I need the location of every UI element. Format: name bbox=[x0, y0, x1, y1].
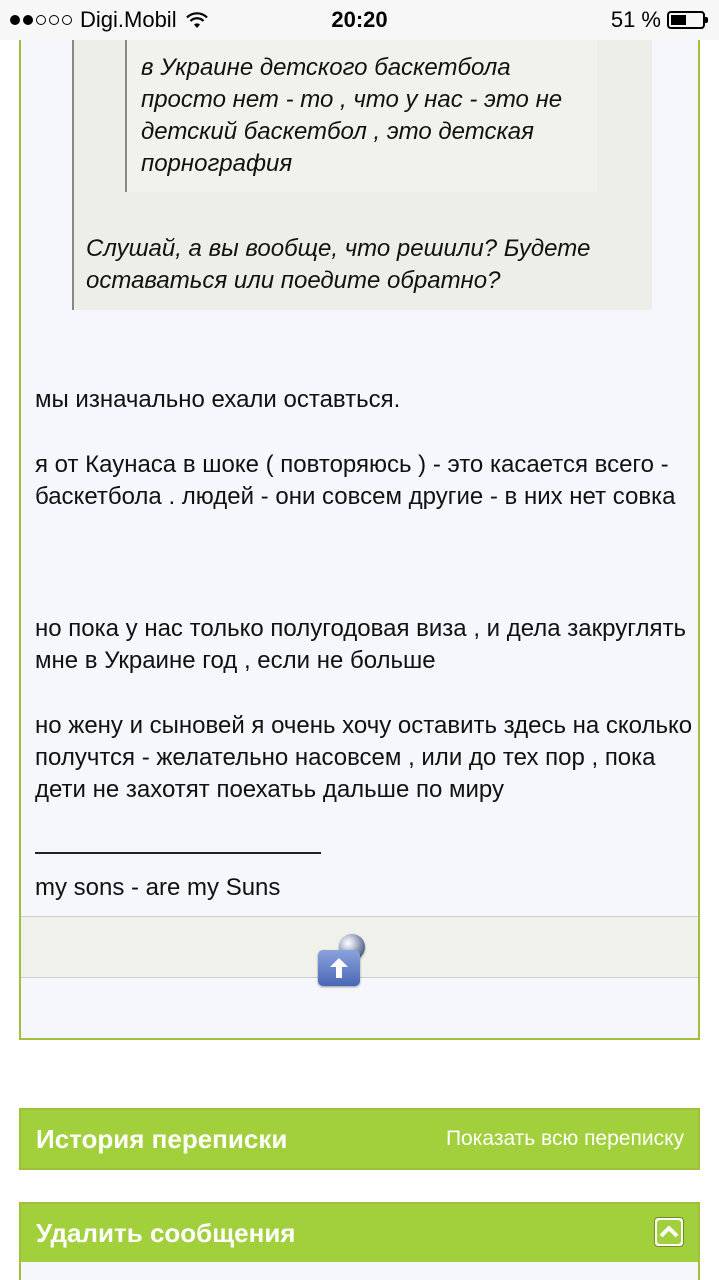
quote-block bbox=[72, 40, 652, 310]
signature-divider bbox=[35, 852, 321, 854]
post-paragraph: но жену и сыновей я очень хочу оставить здесь на сколько получтся - желательно насовсем , или до тех пор , пока дети не захотят поехатьь дальше по миру bbox=[35, 712, 693, 803]
delete-messages-section bbox=[19, 1202, 700, 1264]
collapse-button[interactable] bbox=[654, 1217, 684, 1247]
history-section bbox=[19, 1108, 700, 1170]
clock: 20:20 bbox=[331, 7, 388, 32]
arrow-up-icon bbox=[329, 957, 349, 979]
delete-section-body bbox=[19, 1262, 700, 1280]
show-all-history-link[interactable]: Показать всю переписку bbox=[445, 1127, 684, 1150]
post-paragraph: я от Каунаса в шоке ( повторяюсь ) - это касается всего - баскетбола . людей - они совсем другие - в них нет совка bbox=[35, 451, 676, 510]
delete-messages-title: Удалить сообщения bbox=[36, 1217, 296, 1248]
nested-quote-block bbox=[125, 40, 597, 192]
battery-percent: 51 % bbox=[610, 7, 661, 32]
post-paragraph: но пока у нас только полугодовая виза , и дела закруглять мне в Украине год , если не больше bbox=[35, 615, 686, 674]
battery-icon bbox=[667, 11, 705, 29]
chevron-up-icon bbox=[655, 1218, 683, 1246]
history-title: История переписки bbox=[36, 1123, 288, 1154]
forum-post bbox=[19, 40, 700, 1040]
scroll-to-top-button[interactable] bbox=[318, 950, 360, 986]
post-paragraph: мы изначально ехали оставться. bbox=[35, 386, 401, 413]
carrier-name: Digi.Mobil bbox=[80, 7, 177, 32]
status-bar bbox=[0, 0, 719, 40]
quote-text: Слушай, а вы вообще, что решили? Будете оставаться или поедите обратно? bbox=[86, 235, 591, 294]
signature: my sons - are my Suns bbox=[35, 874, 281, 901]
nested-quote-text: в Украине детского баскетбола просто нет - то , что у нас - это не детский баскетбол , это детская порнография bbox=[141, 54, 563, 177]
